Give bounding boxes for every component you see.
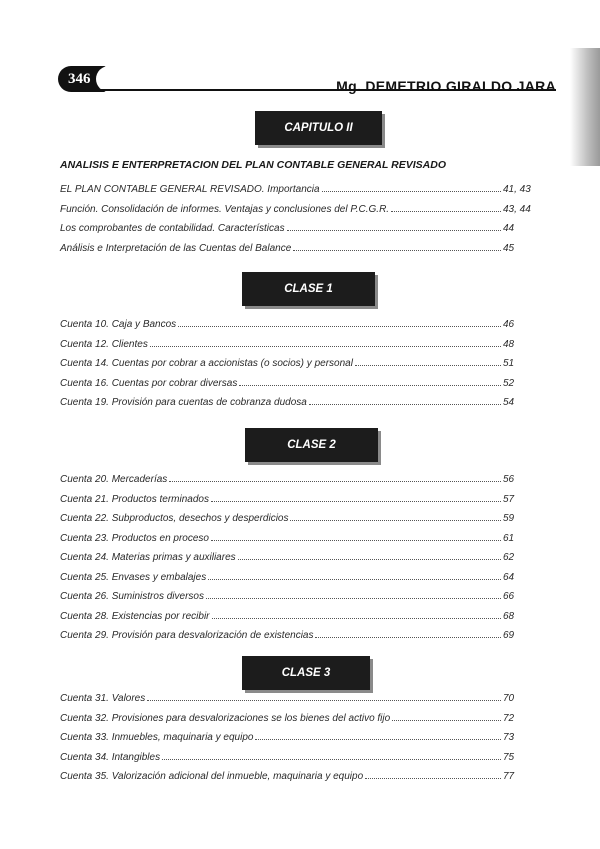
toc-leader-dots [293, 250, 501, 251]
toc-entry [60, 378, 531, 398]
toc-entry-title: Cuenta 10. Caja y Bancos [60, 319, 177, 330]
toc-entry [60, 358, 531, 378]
toc-entry-page: 69 [503, 630, 515, 641]
chapter-label: CAPITULO II [284, 122, 353, 134]
toc-entry-page: 68 [503, 610, 515, 622]
toc-leader-dots [287, 230, 501, 231]
toc-entry [60, 243, 531, 263]
toc-entry-page: 70 [503, 693, 515, 704]
scan-edge-shadow [570, 48, 600, 166]
toc-entry-page: 46 [503, 319, 515, 330]
toc-entry-page: 57 [503, 493, 515, 505]
toc-entry-page: 43, 44 [503, 203, 531, 215]
toc-entry [60, 713, 531, 733]
class-2-toc-list [60, 474, 531, 650]
section-heading: ANALISIS E ENTERPRETACION DEL PLAN CONTABLE GENERAL REVISADO [60, 159, 447, 171]
toc-entry-title: Cuenta 25. Envases y embalajes [60, 571, 207, 583]
toc-leader-dots [178, 326, 501, 327]
toc-entry [60, 630, 531, 650]
toc-leader-dots [355, 365, 501, 366]
toc-entry-title: Cuenta 24. Materias primas y auxiliares [60, 552, 236, 563]
toc-leader-dots [365, 778, 501, 779]
class-label: CLASE 1 [284, 283, 333, 295]
toc-entry-title: Cuenta 23. Productos en proceso [60, 532, 209, 544]
toc-entry-page: 48 [503, 338, 515, 350]
toc-entry-title: Cuenta 29. Provisión para desvalorización de existencias [60, 630, 314, 641]
toc-leader-dots [169, 481, 501, 482]
toc-leader-dots [206, 598, 501, 599]
toc-leader-dots [212, 618, 501, 619]
toc-entry [60, 474, 531, 494]
page-number: 346 [68, 71, 91, 87]
toc-leader-dots [162, 759, 501, 760]
toc-leader-dots [150, 346, 501, 347]
toc-leader-dots [238, 559, 501, 560]
toc-entry-title: Cuenta 16. Cuentas por cobrar diversas [60, 377, 238, 389]
toc-leader-dots [239, 385, 501, 386]
class-2-banner [245, 428, 378, 462]
toc-entry [60, 494, 531, 514]
toc-entry-title: Cuenta 34. Intangibles [60, 751, 161, 763]
toc-entry-page: 62 [503, 552, 515, 563]
toc-entry-page: 44 [503, 223, 515, 234]
toc-entry-page: 66 [503, 591, 515, 602]
toc-entry-title: Cuenta 35. Valorización adicional del inmueble, maquinaria y equipo [60, 771, 364, 782]
toc-leader-dots [290, 520, 501, 521]
toc-entry-title: Los comprobantes de contabilidad. Características [60, 223, 285, 234]
toc-entry [60, 771, 531, 791]
toc-entry [60, 204, 531, 224]
toc-entry [60, 513, 531, 533]
toc-entry-title: Cuenta 28. Existencias por recibir [60, 610, 210, 622]
author-name: Mg. DEMETRIO GIRALDO JARA [336, 78, 556, 94]
toc-entry [60, 611, 531, 631]
class-label: CLASE 3 [281, 667, 331, 679]
toc-leader-dots [211, 540, 501, 541]
toc-entry [60, 591, 531, 611]
toc-entry-page: 52 [503, 377, 515, 389]
toc-leader-dots [391, 211, 501, 212]
toc-entry-page: 77 [503, 771, 515, 782]
toc-entry [60, 552, 531, 572]
toc-leader-dots [309, 404, 501, 405]
toc-entry-title: Cuenta 22. Subproductos, desechos y desperdicios [60, 513, 289, 524]
toc-entry-title: Cuenta 31. Valores [60, 693, 146, 704]
toc-entry-page: 41, 43 [503, 184, 531, 195]
toc-entry-page: 72 [503, 712, 515, 724]
toc-leader-dots [315, 637, 501, 638]
toc-leader-dots [211, 501, 501, 502]
toc-leader-dots [255, 739, 501, 740]
toc-entry-page: 56 [503, 474, 515, 485]
toc-leader-dots [208, 579, 501, 580]
toc-entry-page: 61 [503, 532, 515, 544]
toc-entry-title: Cuenta 21. Productos terminados [60, 493, 209, 505]
toc-entry-title: EL PLAN CONTABLE GENERAL REVISADO. Importancia [60, 184, 320, 195]
toc-entry [60, 397, 531, 417]
toc-entry-page: 51 [503, 358, 515, 369]
toc-entry [60, 223, 531, 243]
toc-entry [60, 184, 531, 204]
toc-entry [60, 319, 531, 339]
toc-entry-page: 54 [503, 397, 515, 408]
toc-entry-page: 45 [503, 242, 515, 254]
toc-entry [60, 339, 531, 359]
toc-entry-title: Análisis e Interpretación de las Cuentas del Balance [60, 242, 292, 254]
toc-entry-page: 59 [503, 513, 515, 524]
toc-entry-page: 75 [503, 751, 515, 763]
toc-entry-title: Cuenta 33. Inmuebles, maquinaria y equipo [60, 732, 254, 743]
toc-entry [60, 572, 531, 592]
class-3-toc-list [60, 693, 531, 791]
toc-entry-title: Cuenta 26. Suministros diversos [60, 591, 204, 602]
toc-entry-title: Función. Consolidación de informes. Ventajas y conclusiones del P.C.G.R. [60, 203, 390, 215]
toc-entry [60, 732, 531, 752]
class-1-toc-list [60, 319, 531, 417]
class-label: CLASE 2 [287, 439, 336, 451]
toc-entry-page: 73 [503, 732, 515, 743]
toc-entry-title: Cuenta 14. Cuentas por cobrar a accionistas (o socios) y personal [60, 358, 353, 369]
toc-entry [60, 533, 531, 553]
toc-entry-title: Cuenta 12. Clientes [60, 338, 148, 350]
class-1-banner [242, 272, 375, 306]
toc-entry [60, 752, 531, 772]
toc-leader-dots [392, 720, 501, 721]
page-number-tab [58, 66, 106, 92]
toc-entry-title: Cuenta 19. Provisión para cuentas de cobranza dudosa [60, 397, 307, 408]
toc-entry-title: Cuenta 20. Mercaderías [60, 474, 168, 485]
toc-entry-title: Cuenta 32. Provisiones para desvalorizaciones se los bienes del activo fijo [60, 712, 391, 724]
toc-leader-dots [147, 700, 501, 701]
toc-leader-dots [322, 191, 501, 192]
toc-entry-page: 64 [503, 571, 515, 583]
toc-entry [60, 693, 531, 713]
class-3-banner [242, 656, 370, 690]
chapter-banner [255, 111, 382, 145]
intro-toc-list [60, 184, 531, 262]
